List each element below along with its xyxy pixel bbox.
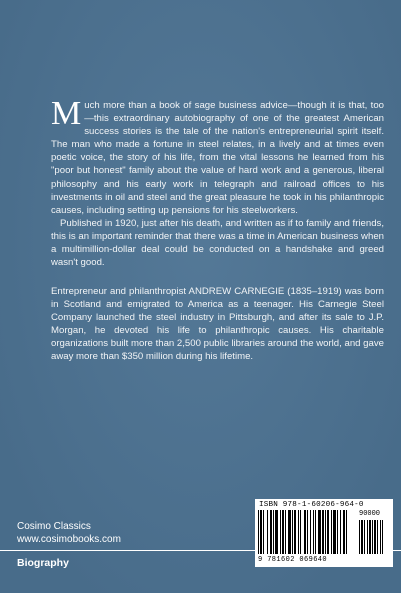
barcode-bar <box>273 510 274 554</box>
barcode-bar <box>304 510 306 554</box>
barcode-bar <box>333 510 336 554</box>
barcode-addon-bar <box>377 520 378 554</box>
author-bio: Entrepreneur and philanthropist ANDREW CARNEGIE (1835–1919) was born in Scotland and emigrated to America as a teenager. His Carnegie Steel Company launched the steel industry in Pittsburgh, and after its sale to J.P. Morgan, he devoted his life to philanthropic causes. His charitable organizations built more than 2,500 public libraries around the world, and gave away more than $350 million during his lifetime. <box>51 286 384 363</box>
category-label: Biography <box>17 557 69 569</box>
publisher-url: www.cosimobooks.com <box>17 534 121 545</box>
blurb-paragraph-1-text: uch more than a book of sage business advice—though it is that, too—this extraordinary autobiography of one of the greatest American success stories is the tale of the nation's entrepreneurial spirit itself. The man who made a fortune in steel relates, in a lively and at times even poetic voice, the story of his life, from the vital lessons he learned from his "poor but honest" family about the value of hard work and a generous, liberal philosophy and his early work in telegraph and railroad offices to his investments in oil and steel and the great pleasure he took in his philanthropic causes, including setting up pensions for his steelworkers. <box>51 100 384 216</box>
barcode-bar <box>260 510 262 554</box>
barcode-bar <box>292 510 293 554</box>
barcode-bar <box>322 510 324 554</box>
barcode-bar <box>258 510 259 554</box>
barcode-bar <box>280 510 281 554</box>
ean-number: 9 781602 069640 <box>258 556 328 564</box>
barcode-addon-bar <box>380 520 381 554</box>
barcode-addon-number: 90000 <box>359 510 381 518</box>
barcode-bar <box>340 510 341 554</box>
barcode-bar <box>275 510 278 554</box>
barcode-bar <box>327 510 329 554</box>
barcode-addon-bar <box>382 520 383 554</box>
barcode-bar <box>318 510 321 554</box>
barcode-bar <box>288 510 291 554</box>
barcode-addon-bar <box>359 520 360 554</box>
barcode-bar <box>310 510 311 554</box>
barcode-bar <box>343 510 345 554</box>
book-blurb <box>51 95 384 269</box>
barcode-addon-bar <box>372 520 373 554</box>
barcode-addon-bar <box>369 520 371 554</box>
barcode-bar <box>325 510 326 554</box>
publisher-info <box>17 520 121 546</box>
isbn-number: ISBN 978-1-60206-964-0 <box>259 501 364 509</box>
barcode-bar <box>263 510 264 554</box>
blurb-paragraph-2: Published in 1920, just after his death, and written as if to family and friends, this is an important reminder that there was a time in American business when a multimillion-dollar deal could be conducted on a handshake and greed wasn't good. <box>51 217 384 269</box>
barcode-bar <box>313 510 314 554</box>
drop-cap: M <box>51 95 82 132</box>
barcode <box>255 499 393 567</box>
barcode-bar <box>285 510 286 554</box>
barcode-addon-bar <box>364 520 365 554</box>
barcode-bar <box>282 510 284 554</box>
barcode-bar <box>270 510 272 554</box>
barcode-addon-bar <box>374 520 376 554</box>
barcode-bar <box>267 510 268 554</box>
barcode-bar <box>307 510 308 554</box>
blurb-paragraph-1 <box>51 95 384 217</box>
barcode-bar <box>315 510 316 554</box>
barcode-bar <box>331 510 332 554</box>
barcode-bar <box>346 510 347 554</box>
barcode-bar <box>294 510 296 554</box>
barcode-bar <box>300 510 301 554</box>
barcode-addon-bar <box>367 520 368 554</box>
barcode-bar <box>337 510 338 554</box>
barcode-bar <box>298 510 299 554</box>
publisher-name: Cosimo Classics <box>17 521 91 532</box>
barcode-addon-bar <box>361 520 363 554</box>
